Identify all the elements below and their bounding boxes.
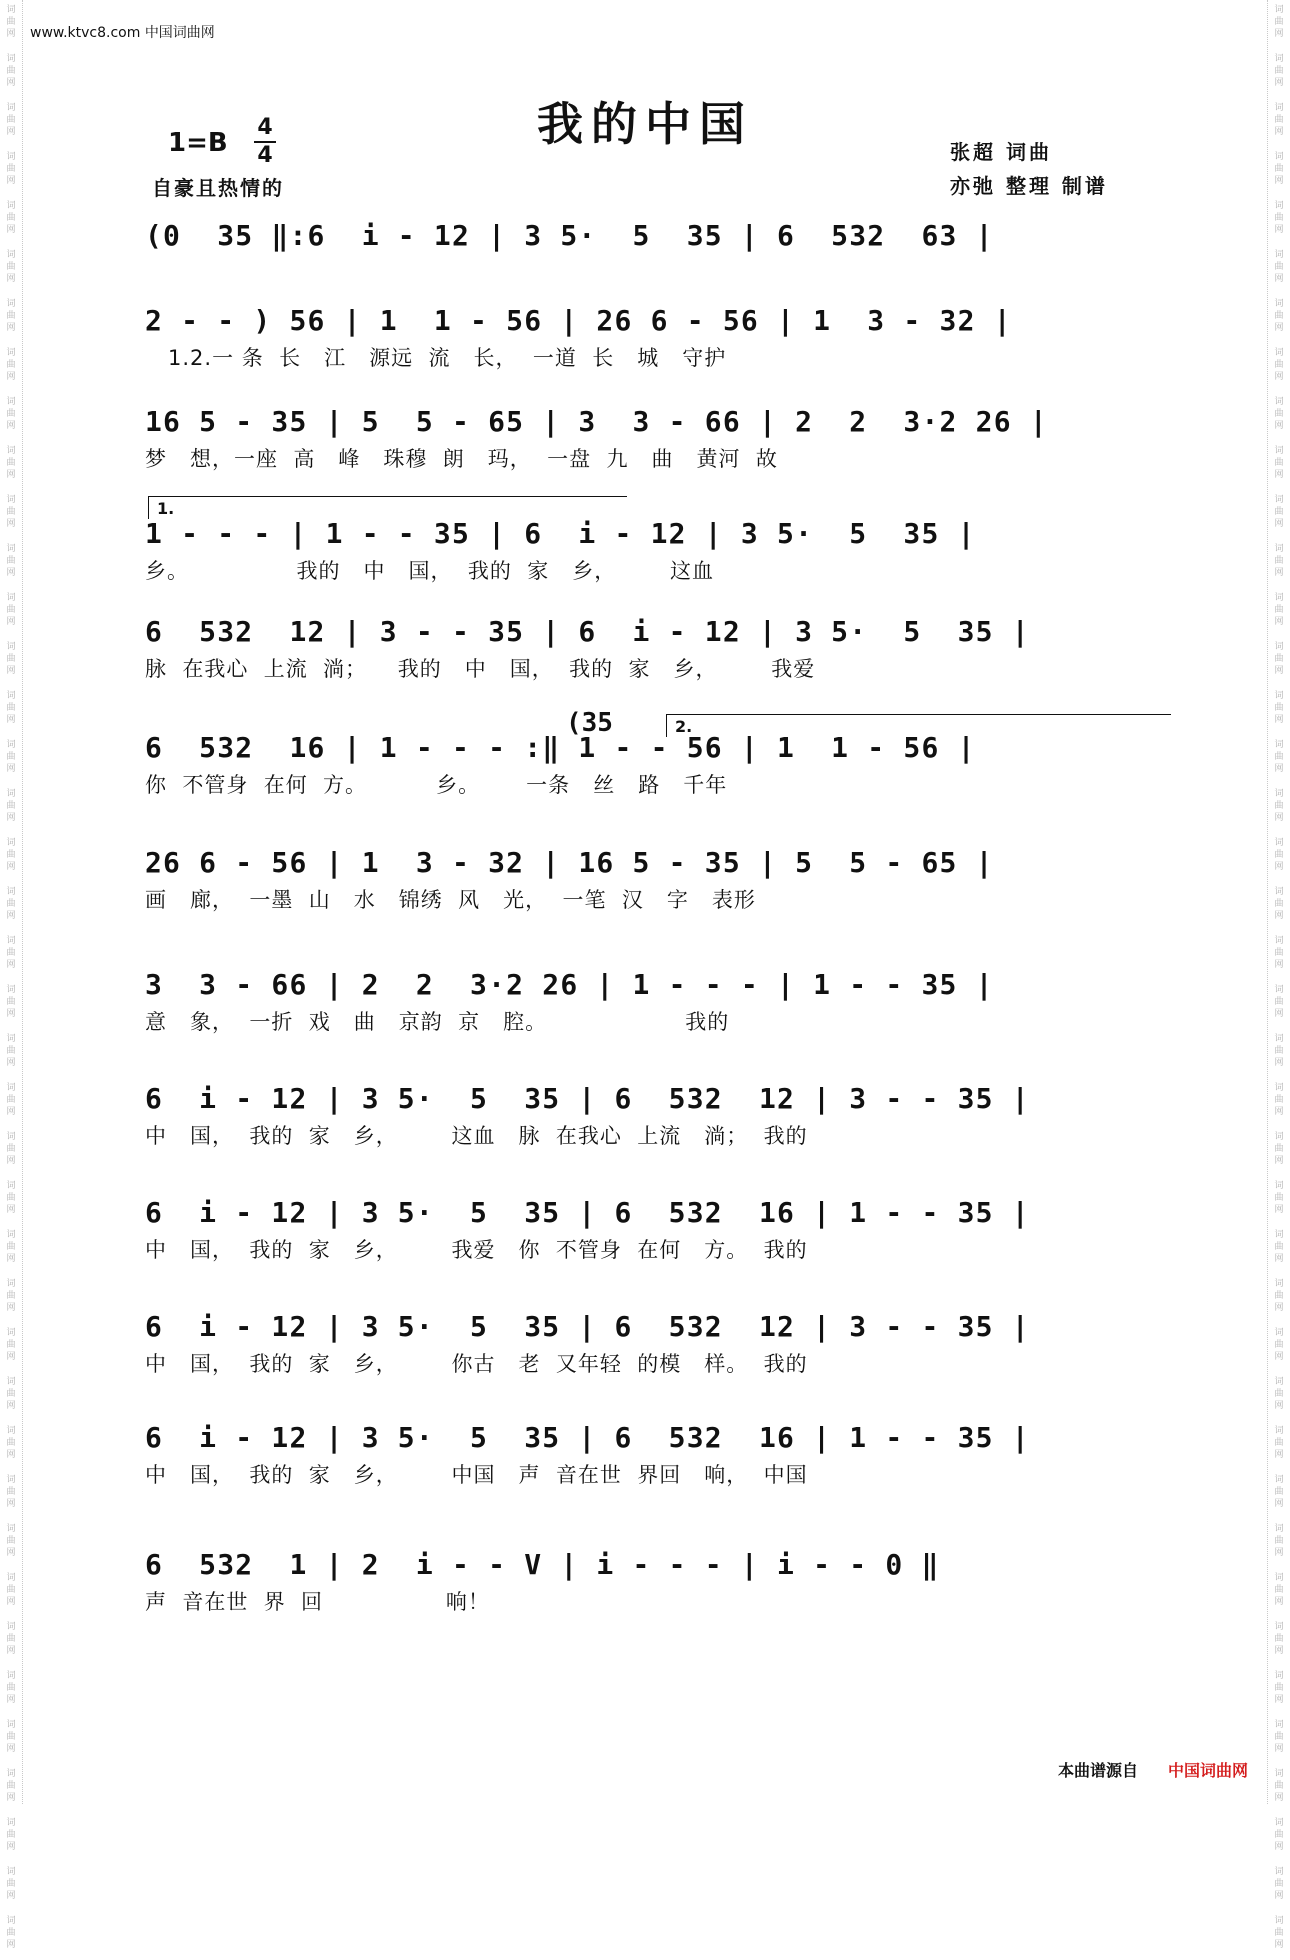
lyrics-line: 画 廊， 一墨 山 水 锦绣 风 光， 一笔 汉 字 表形 (145, 888, 756, 912)
watermark-text: 词曲网 (6, 1034, 16, 1068)
watermark-text: 词曲网 (6, 1083, 16, 1117)
watermark-text: 词曲网 (6, 1769, 16, 1803)
watermark-text: 词曲网 (6, 1475, 16, 1509)
watermark-text: 词曲网 (6, 1818, 16, 1852)
first-ending-label: 1. (157, 499, 175, 518)
site-name: 中国词曲网 (144, 25, 215, 41)
watermark-text: 词曲网 (6, 544, 16, 578)
score-row (145, 303, 1155, 373)
score-row (145, 1081, 1155, 1151)
notes-line: 16 5 - 35 | 5 5 - 65 | 3 3 - 66 | 2 2 3·2 26 | (145, 405, 1048, 438)
watermark-text: 词曲网 (1274, 1475, 1284, 1509)
watermark-text: 词曲网 (6, 250, 16, 284)
source-site: 中国词曲网 (1168, 1761, 1249, 1780)
watermark-text: 词曲网 (6, 1916, 16, 1950)
watermark-text: 词曲网 (1274, 5, 1284, 39)
watermark-text: 词曲网 (1274, 1720, 1284, 1754)
watermark-text: 词曲网 (1274, 740, 1284, 774)
watermark-text: 词曲网 (6, 1671, 16, 1705)
score-row (145, 967, 1155, 1037)
watermark-text: 词曲网 (1274, 985, 1284, 1019)
notes-line: 3 3 - 66 | 2 2 3·2 26 | 1 - - - | 1 - - 35 | (145, 968, 994, 1001)
score-row (145, 1420, 1155, 1490)
notes-line: 1 - - - | 1 - - 35 | 6 i - 12 | 3 5· 5 35 | (145, 517, 976, 550)
watermark-text: 词曲网 (1274, 1818, 1284, 1852)
score-row (145, 404, 1155, 474)
watermark-text: 词曲网 (1274, 691, 1284, 725)
notes-line: 6 i - 12 | 3 5· 5 35 | 6 532 16 | 1 - - 35 | (145, 1196, 1030, 1229)
watermark-text: 词曲网 (6, 495, 16, 529)
watermark-text: 词曲网 (1274, 1279, 1284, 1313)
source-label: 本曲谱源自 (1058, 1761, 1139, 1780)
lyrics-line: 中 国， 我的 家 乡， 你古 老 又年轻 的模 样。 我的 (145, 1352, 808, 1376)
watermark-text: 词曲网 (1274, 838, 1284, 872)
watermark-text: 词曲网 (6, 1181, 16, 1215)
score-row (145, 1309, 1155, 1379)
lyrics-line: 中 国， 我的 家 乡， 中国 声 音在世 界回 响， 中国 (145, 1463, 808, 1487)
site-url: www.ktvc8.com (30, 25, 141, 41)
watermark-text: 词曲网 (1274, 789, 1284, 823)
watermark-text: 词曲网 (1274, 1426, 1284, 1460)
watermark-text: 词曲网 (1274, 1867, 1284, 1901)
watermark-text: 词曲网 (6, 789, 16, 823)
score-row (145, 516, 1155, 586)
notes-line: 6 i - 12 | 3 5· 5 35 | 6 532 12 | 3 - - 35 | (145, 1310, 1030, 1343)
watermark-text: 词曲网 (6, 1328, 16, 1362)
watermark-text: 词曲网 (1274, 397, 1284, 431)
score-row (145, 1547, 1155, 1617)
watermark-text: 词曲网 (6, 838, 16, 872)
lyrics-line: 你 不管身 在何 方。 乡。 一条 丝 路 千年 (145, 773, 728, 797)
score-row (145, 1195, 1155, 1265)
notes-line: 6 i - 12 | 3 5· 5 35 | 6 532 12 | 3 - - 35 | (145, 1082, 1030, 1115)
pickup-insert: (35 (566, 708, 613, 738)
tempo-marking: 自豪且热情的 (152, 176, 284, 200)
watermark-text: 词曲网 (6, 1573, 16, 1607)
arranger: 亦弛 整理 制谱 (950, 174, 1108, 198)
watermark-text: 词曲网 (1274, 1132, 1284, 1166)
watermark-text: 词曲网 (1274, 1916, 1284, 1950)
watermark-text: 词曲网 (6, 1377, 16, 1411)
watermark-text: 词曲网 (1274, 593, 1284, 627)
watermark-text: 词曲网 (1274, 103, 1284, 137)
watermark-text: 词曲网 (1274, 1034, 1284, 1068)
watermark-text: 词曲网 (6, 397, 16, 431)
score-row (145, 730, 1155, 800)
watermark-text: 词曲网 (1274, 299, 1284, 333)
site-header (30, 22, 215, 42)
watermark-text: 词曲网 (6, 1279, 16, 1313)
watermark-text: 词曲网 (6, 985, 16, 1019)
watermark-text: 词曲网 (6, 1524, 16, 1558)
lyrics-line: 乡。 我的 中 国， 我的 家 乡， 这血 (145, 559, 714, 583)
watermark-text: 词曲网 (1274, 250, 1284, 284)
watermark-text: 词曲网 (6, 1867, 16, 1901)
watermark-text: 词曲网 (6, 936, 16, 970)
watermark-text: 词曲网 (6, 201, 16, 235)
watermark-text: 词曲网 (6, 446, 16, 480)
watermark-text: 词曲网 (1274, 1181, 1284, 1215)
watermark-text: 词曲网 (6, 887, 16, 921)
watermark-text: 词曲网 (1274, 936, 1284, 970)
watermark-text: 词曲网 (1274, 887, 1284, 921)
watermark-text: 词曲网 (1274, 1622, 1284, 1656)
watermark-text: 词曲网 (6, 1720, 16, 1754)
notes-line: 6 532 1 | 2 i - - V | i - - - | i - - 0 ‖ (145, 1548, 940, 1581)
second-ending-label: 2. (675, 717, 693, 736)
watermark-text: 词曲网 (6, 348, 16, 382)
lyricist-composer: 张超 词曲 (950, 140, 1052, 164)
notes-line: 2 - - ) 56 | 1 1 - 56 | 26 6 - 56 | 1 3 - 32 | (145, 304, 1012, 337)
lyrics-line: 梦 想，一座 高 峰 珠穆 朗 玛， 一盘 九 曲 黄河 故 (145, 447, 778, 471)
lyrics-line: 1.2.一 条 长 江 源远 流 长， 一道 长 城 守护 (145, 346, 727, 370)
watermark-text: 词曲网 (6, 103, 16, 137)
time-bottom: 4 (257, 143, 273, 168)
left-watermark-strip (0, 0, 23, 1950)
watermark-text: 词曲网 (1274, 1083, 1284, 1117)
watermark-text: 词曲网 (6, 54, 16, 88)
watermark-text: 词曲网 (6, 740, 16, 774)
lyrics-line: 意 象， 一折 戏 曲 京韵 京 腔。 我的 (145, 1010, 730, 1034)
watermark-text: 词曲网 (1274, 1524, 1284, 1558)
watermark-text: 词曲网 (6, 593, 16, 627)
watermark-text: 词曲网 (1274, 1769, 1284, 1803)
watermark-text: 词曲网 (6, 642, 16, 676)
notes-line: 6 i - 12 | 3 5· 5 35 | 6 532 16 | 1 - - 35 | (145, 1421, 1030, 1454)
notes-line: 6 532 16 | 1 - - - :‖ 1 - - 56 | 1 1 - 56 | (145, 731, 976, 764)
watermark-text: 词曲网 (1274, 495, 1284, 529)
watermark-text: 词曲网 (6, 1426, 16, 1460)
watermark-text: 词曲网 (6, 5, 16, 39)
watermark-text: 词曲网 (1274, 446, 1284, 480)
watermark-text: 词曲网 (1274, 201, 1284, 235)
watermark-text: 词曲网 (6, 299, 16, 333)
watermark-text: 词曲网 (1274, 348, 1284, 382)
notes-line: (0 35 ‖:6 i - 12 | 3 5· 5 35 | 6 532 63 | (145, 219, 994, 252)
watermark-text: 词曲网 (1274, 1377, 1284, 1411)
key-signature: 1=B (168, 128, 228, 158)
lyrics-line: 脉 在我心 上流 淌； 我的 中 国， 我的 家 乡， 我爱 (145, 657, 816, 681)
lyrics-line: 中 国， 我的 家 乡， 这血 脉 在我心 上流 淌； 我的 (145, 1124, 808, 1148)
song-title: 我的中国 (537, 97, 753, 151)
watermark-text: 词曲网 (1274, 1328, 1284, 1362)
notes-line: 26 6 - 56 | 1 3 - 32 | 16 5 - 35 | 5 5 - 65 | (145, 846, 994, 879)
watermark-text: 词曲网 (6, 1230, 16, 1264)
time-signature (254, 116, 276, 168)
score-row (145, 218, 1155, 258)
watermark-text: 词曲网 (1274, 642, 1284, 676)
lyrics-line: 声 音在世 界 回 响！ (145, 1590, 490, 1614)
watermark-text: 词曲网 (6, 1622, 16, 1656)
time-top: 4 (257, 115, 273, 140)
score-row (145, 845, 1155, 915)
watermark-text: 词曲网 (1274, 1230, 1284, 1264)
watermark-text: 词曲网 (6, 691, 16, 725)
watermark-text: 词曲网 (1274, 54, 1284, 88)
watermark-text: 词曲网 (6, 1132, 16, 1166)
notes-line: 6 532 12 | 3 - - 35 | 6 i - 12 | 3 5· 5 35 | (145, 615, 1030, 648)
watermark-text: 词曲网 (1274, 1573, 1284, 1607)
watermark-text: 词曲网 (1274, 1671, 1284, 1705)
lyrics-line: 中 国， 我的 家 乡， 我爱 你 不管身 在何 方。 我的 (145, 1238, 808, 1262)
watermark-text: 词曲网 (1274, 152, 1284, 186)
watermark-text: 词曲网 (1274, 544, 1284, 578)
right-watermark-strip (1267, 0, 1290, 1950)
watermark-text: 词曲网 (6, 152, 16, 186)
score-row (145, 614, 1155, 684)
